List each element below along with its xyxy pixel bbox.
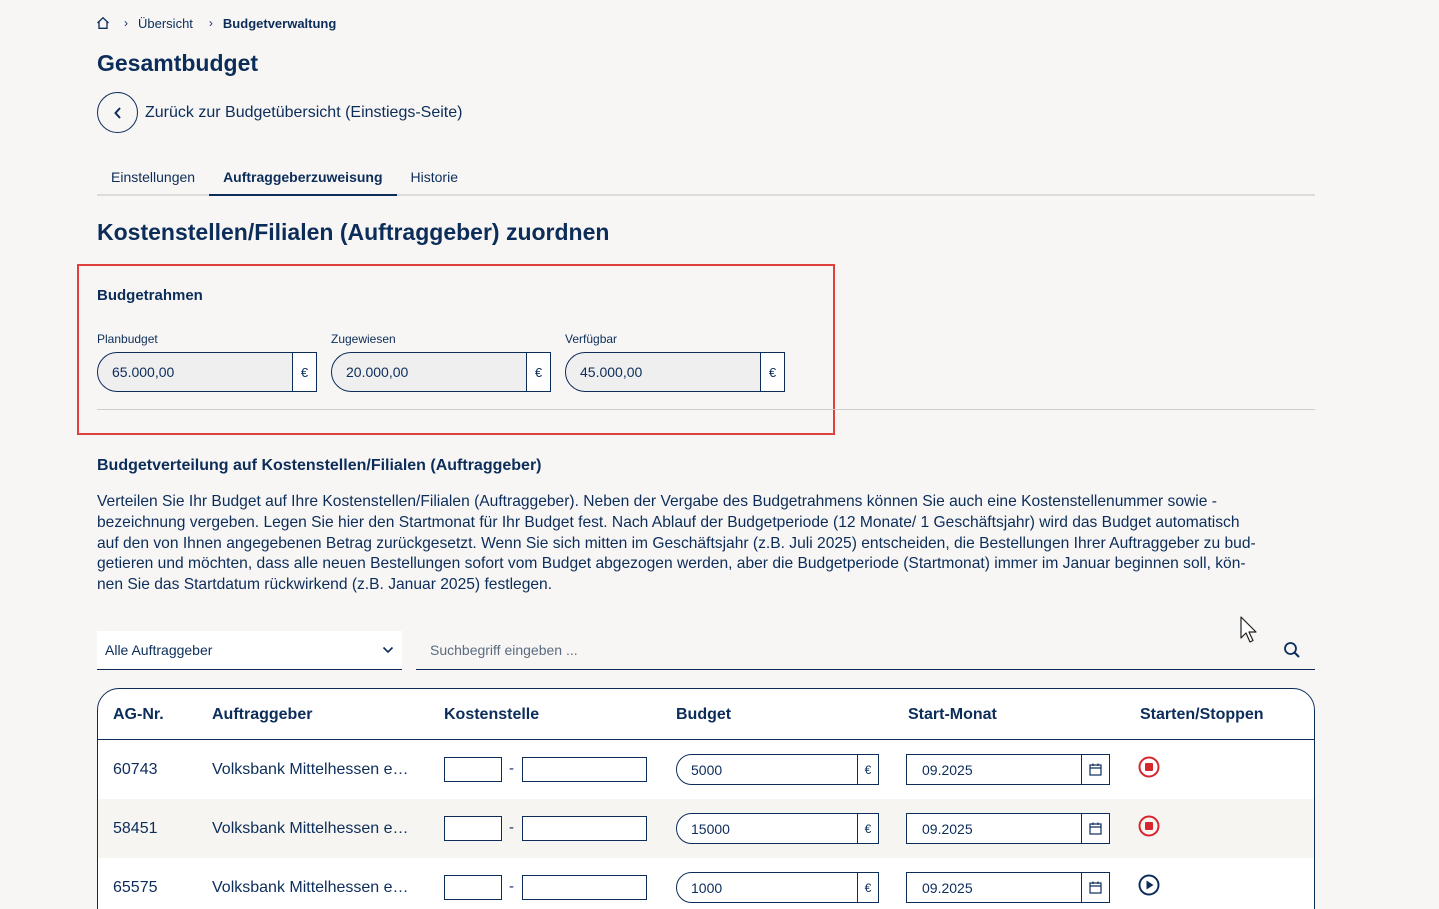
distribution-title: Budgetverteilung auf Kostenstellen/Filialen (Auftraggeber) xyxy=(97,457,542,474)
kostenstelle-name-input[interactable] xyxy=(522,757,647,782)
currency-label: € xyxy=(526,353,550,391)
kostenstelle-name-input[interactable] xyxy=(522,816,647,841)
budget-input[interactable] xyxy=(676,872,879,903)
kostenstelle-number-input[interactable] xyxy=(444,816,502,841)
stop-circle-icon[interactable] xyxy=(1138,815,1160,837)
planbudget-label: Planbudget xyxy=(97,332,158,346)
breadcrumb xyxy=(96,14,336,32)
zugewiesen-field xyxy=(331,352,551,392)
start-month-value[interactable]: 09.2025 xyxy=(922,821,973,837)
start-month-value[interactable]: 09.2025 xyxy=(922,762,973,778)
start-month-input[interactable] xyxy=(906,754,1110,785)
home-icon[interactable] xyxy=(96,16,110,30)
kostenstelle-name-input[interactable] xyxy=(522,875,647,900)
stop-circle-icon[interactable] xyxy=(1138,756,1160,778)
back-circle[interactable] xyxy=(97,92,138,133)
kostenstelle-number-input[interactable] xyxy=(444,875,502,900)
breadcrumb-item-overview[interactable]: Übersicht xyxy=(138,15,193,31)
calendar-button[interactable] xyxy=(1081,873,1109,902)
back-label[interactable]: Zurück zur Budgetübersicht (Einstiegs-Seite) xyxy=(145,103,463,121)
table-row xyxy=(98,858,1314,909)
breadcrumb-separator-icon: › xyxy=(124,16,128,30)
table-header xyxy=(98,689,1314,740)
verfuegbar-value: 45.000,00 xyxy=(580,364,643,380)
ag-nr-cell: 60743 xyxy=(113,761,158,778)
calendar-icon xyxy=(1089,763,1102,776)
auftraggeber-cell: Volksbank Mittelhessen e… xyxy=(212,820,409,837)
budget-input[interactable] xyxy=(676,754,879,785)
zugewiesen-label: Zugewiesen xyxy=(331,332,396,346)
tab-auftraggeberzuweisung[interactable]: Auftraggeberzuweisung xyxy=(209,160,396,196)
tab-historie[interactable]: Historie xyxy=(410,169,458,185)
start-month-input[interactable] xyxy=(906,872,1110,903)
currency-label: € xyxy=(857,755,878,784)
search-input[interactable] xyxy=(430,642,1283,658)
kostenstelle-separator: - xyxy=(509,819,514,836)
budget-input[interactable] xyxy=(676,813,879,844)
column-header-starten-stoppen: Starten/Stoppen xyxy=(1140,706,1264,723)
back-button[interactable] xyxy=(97,92,462,133)
table-row xyxy=(98,799,1314,858)
column-header-start-monat: Start-Monat xyxy=(908,706,997,723)
chevron-left-icon xyxy=(113,106,123,120)
search-icon[interactable] xyxy=(1283,641,1301,659)
section-title: Kostenstellen/Filialen (Auftraggeber) zuordnen xyxy=(97,219,610,245)
verfuegbar-label: Verfügbar xyxy=(565,332,618,346)
column-header-budget: Budget xyxy=(676,706,732,723)
currency-label: € xyxy=(857,814,878,843)
auftraggeber-cell: Volksbank Mittelhessen e… xyxy=(212,879,409,896)
budget-value[interactable]: 15000 xyxy=(691,821,730,837)
breadcrumb-item-current: Budgetverwaltung xyxy=(222,15,337,31)
kostenstelle-number-input[interactable] xyxy=(444,757,502,782)
calendar-icon xyxy=(1089,881,1102,894)
page-title: Gesamtbudget xyxy=(97,50,259,76)
column-header-kostenstelle: Kostenstelle xyxy=(444,706,540,723)
calendar-icon xyxy=(1089,822,1102,835)
tab-bar xyxy=(97,160,1315,196)
calendar-button[interactable] xyxy=(1081,814,1109,843)
verfuegbar-field xyxy=(565,352,785,392)
planbudget-value: 65.000,00 xyxy=(112,364,175,380)
kostenstelle-separator: - xyxy=(509,760,514,777)
distribution-description xyxy=(97,492,1315,596)
currency-label: € xyxy=(857,873,878,902)
budget-value[interactable]: 5000 xyxy=(691,762,723,778)
play-circle-icon[interactable] xyxy=(1138,874,1160,896)
description-line: getieren und möchten, dass alle neuen Bestellungen sofort vom Budget abgezogen werden, aber die Budgetperiode (Startmonat) immer im Januar beginnen soll, kön- xyxy=(97,555,1246,573)
description-line: nen Sie das Startdatum rückwirkend (z.B. Januar 2025) festlegen. xyxy=(97,576,553,594)
calendar-button[interactable] xyxy=(1081,755,1109,784)
description-line: bezeichnung vergeben. Legen Sie hier den Startmonat für Ihr Budget fest. Nach Ablauf der Budgetperiode (12 Monate/ 1 Geschäftsjahr) wird das Budget automatisch xyxy=(97,513,1240,531)
budgetrahmen-title: Budgetrahmen xyxy=(97,287,203,304)
auftraggeber-filter-select[interactable] xyxy=(97,631,402,670)
description-line: Verteilen Sie Ihr Budget auf Ihre Kostenstellen/Filialen (Auftraggeber). Neben der Vergabe des Budgetrahmens können Sie auch eine Kostenstellenummer sowie - xyxy=(97,493,1217,510)
column-header-ag-nr: AG-Nr. xyxy=(113,706,164,723)
filter-select-value: Alle Auftraggeber xyxy=(105,642,213,658)
currency-label: € xyxy=(760,353,784,391)
tab-einstellungen[interactable]: Einstellungen xyxy=(111,169,196,185)
planbudget-field xyxy=(97,352,317,392)
column-header-auftraggeber: Auftraggeber xyxy=(212,706,313,723)
chevron-down-icon xyxy=(382,646,394,654)
mouse-cursor-icon xyxy=(1240,616,1260,646)
start-month-input[interactable] xyxy=(906,813,1110,844)
description-line: auf den von Ihnen angegebenen Betrag zurückgesetzt. Wenn Sie sich mitten im Geschäftsjahr (z.B. Juli 2025) entscheiden, die Bestellungen Ihrer Auftraggeber zu bud- xyxy=(97,534,1256,552)
auftraggeber-cell: Volksbank Mittelhessen e… xyxy=(212,761,409,778)
kostenstelle-separator: - xyxy=(509,878,514,895)
zugewiesen-value: 20.000,00 xyxy=(346,364,409,380)
ag-nr-cell: 65575 xyxy=(113,879,158,896)
start-month-value[interactable]: 09.2025 xyxy=(922,880,973,896)
currency-label: € xyxy=(292,353,316,391)
search-box xyxy=(416,631,1315,670)
breadcrumb-separator-icon: › xyxy=(208,16,213,30)
ag-nr-cell: 58451 xyxy=(113,820,158,837)
budget-value[interactable]: 1000 xyxy=(691,880,723,896)
auftraggeber-table xyxy=(97,688,1315,909)
section-divider xyxy=(97,409,1315,410)
table-row xyxy=(98,740,1314,799)
